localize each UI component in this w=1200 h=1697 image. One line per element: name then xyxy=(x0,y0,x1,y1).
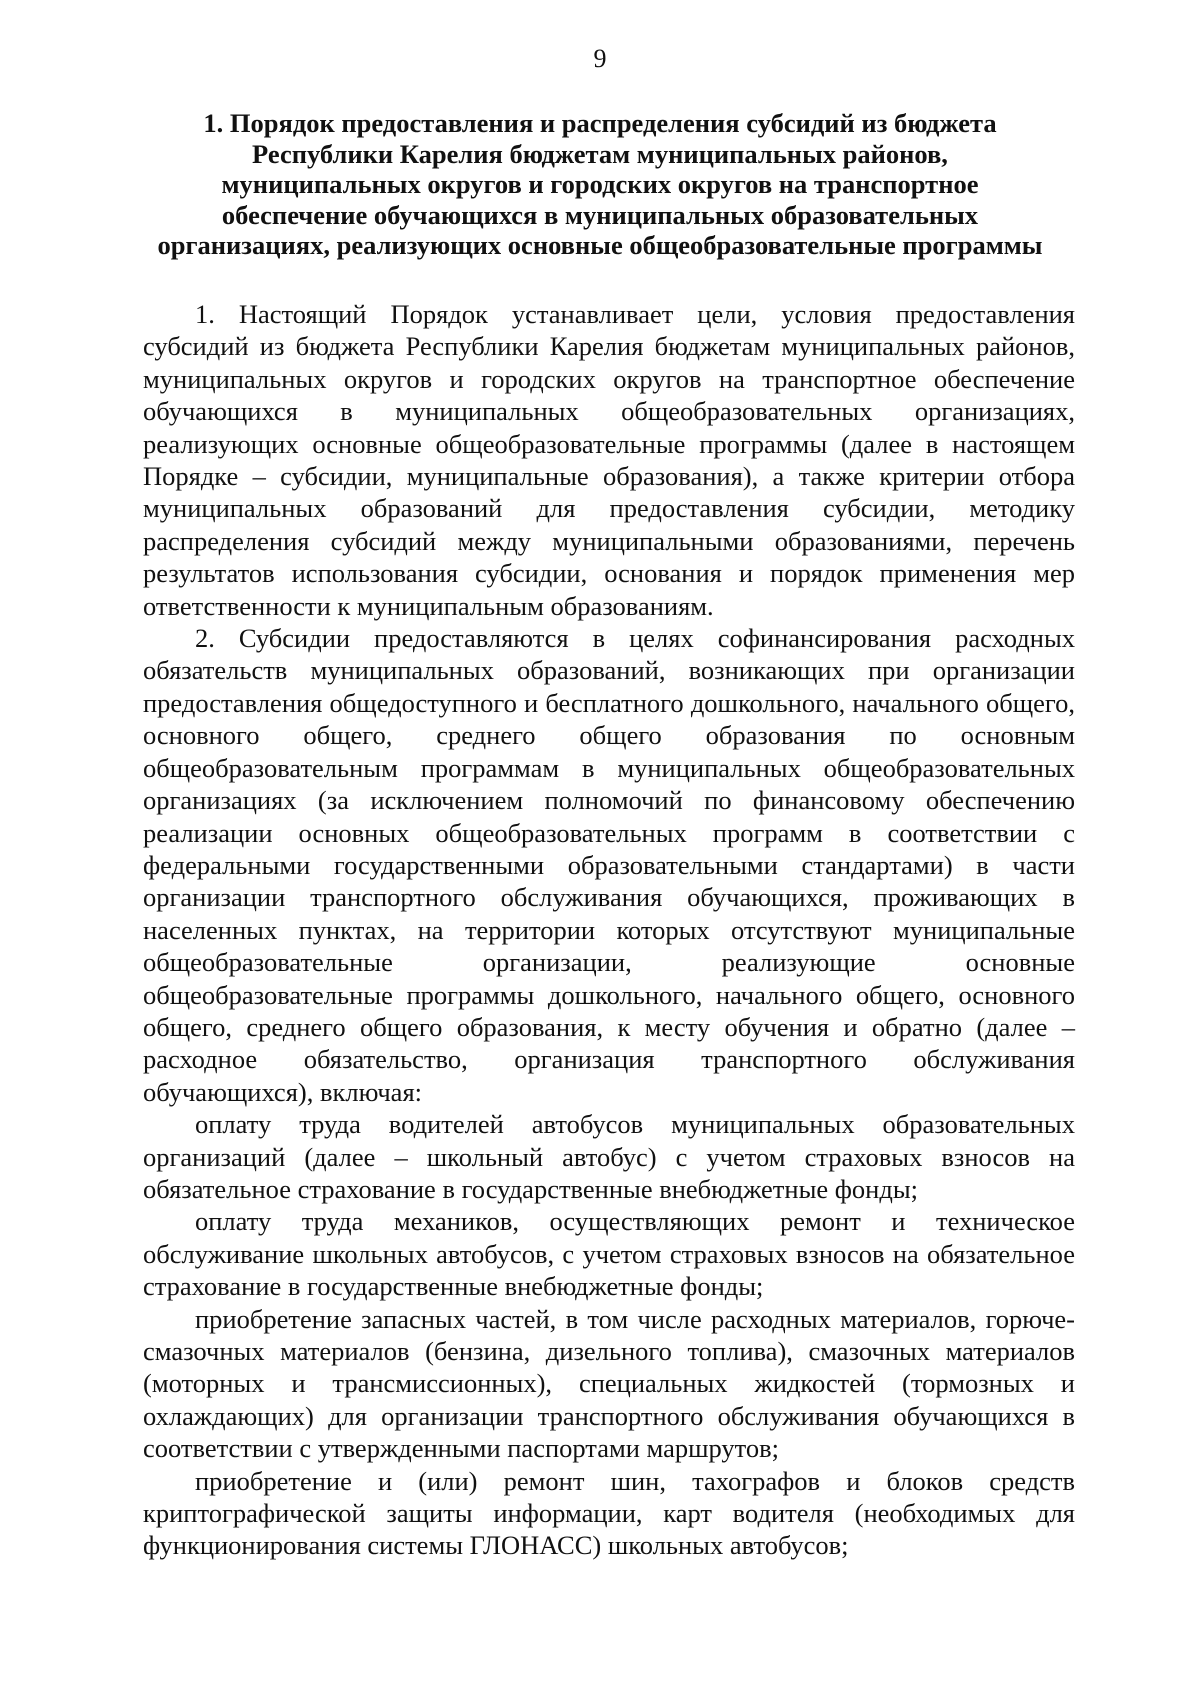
page-number: 9 xyxy=(593,44,607,73)
paragraph-drivers-pay: оплату труда водителей автобусов муниципальных образовательных организаций (далее – школьный автобус) с учетом страховых взносов на обязательное страхование в государственные внебюджетные фонды; xyxy=(143,1109,1075,1204)
section-title-line: 1. Порядок предоставления и распределения субсидий из бюджета xyxy=(203,108,997,138)
document-body xyxy=(143,298,1075,1562)
section-title-line: Республики Карелия бюджетам муниципальных районов, xyxy=(252,138,948,169)
paragraph-spare-parts: приобретение запасных частей, в том числе расходных материалов, горюче-смазочных материалов (бензина, дизельного топлива), смазочных материалов (моторных и трансмиссионных), специальных жидкостей (тормозных и охлаждающих) для организации транспортного обслуживания обучающихся в соответствии с утвержденными паспортами маршрутов; xyxy=(143,1303,1075,1464)
section-title-line: обеспечение обучающихся в муниципальных образовательных xyxy=(221,199,979,230)
paragraph-tires-tachographs: приобретение и (или) ремонт шин, тахографов и блоков средств криптографической защиты информации, карт водителя (необходимых для функционирования системы ГЛОНАСС) школьных автобусов; xyxy=(143,1465,1075,1561)
section-title xyxy=(130,108,1070,261)
paragraph-mechanics-pay: оплату труда механиков, осуществляющих ремонт и техническое обслуживание школьных автобусов, с учетом страховых взносов на обязательное страхование в государственные внебюджетные фонды; xyxy=(143,1206,1075,1302)
paragraph-item-1: 1. Настоящий Порядок устанавливает цели, условия предоставления субсидий из бюджета Республики Карелия бюджетам муниципальных районов, муниципальных округов и городских округов на транспортное обеспечение обучающихся в муниципальных общеобразовательных организациях, реализующих основные общеобразовательные программы (далее в настоящем Порядке – субсидии, муниципальные образования), а также критерии отбора муниципальных образований для предоставления субсидии, методику распределения субсидий между муниципальными образованиями, перечень результатов использования субсидии, основания и порядок применения мер ответственности к муниципальным образованиям. xyxy=(143,299,1075,621)
section-title-line: муниципальных округов и городских округов на транспортное xyxy=(221,169,979,200)
section-title-line: организациях, реализующих основные общеобразовательные программы xyxy=(157,230,1043,261)
paragraph-item-2: 2. Субсидии предоставляются в целях софинансирования расходных обязательств муниципальных образований, возникающих при организации предоставления общедоступного и бесплатного дошкольного, начального общего, основного общего, среднего общего образования по основным общеобразовательным программам в муниципальных общеобразовательных организациях (за исключением полномочий по финансовому обеспечению реализации основных общеобразовательных программ в соответствии с федеральными государственными образовательными стандартами) в части организации транспортного обслуживания обучающихся, проживающих в населенных пунктах, на территории которых отсутствуют муниципальные общеобразовательные организации, реализующие основные общеобразовательные программы дошкольного, начального общего, основного общего, среднего общего образования, к месту обучения и обратно (далее – расходное обязательство, организация транспортного обслуживания обучающихся), включая: xyxy=(143,623,1075,1107)
